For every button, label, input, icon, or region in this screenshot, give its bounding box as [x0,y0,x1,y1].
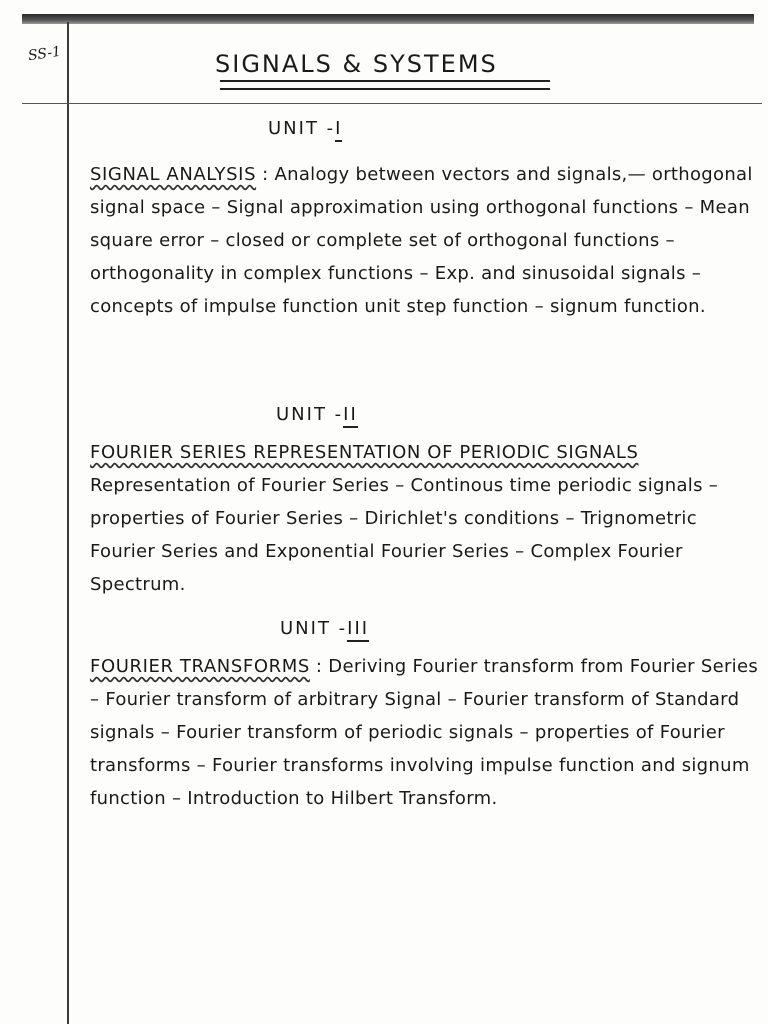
unit-1-syllabus [90,158,760,323]
unit-2-topic: FOURIER SERIES REPRESENTATION OF PERIODIC SIGNALS [90,442,639,463]
unit-3-separator: : [309,656,329,677]
unit-1-label: UNIT - [268,118,336,139]
page-reference: SS-1 [27,43,63,65]
page-title: SIGNALS & SYSTEMS [215,50,498,78]
title-double-underline [220,80,550,90]
unit-2-syllabus [90,436,760,601]
unit-1-body: Analogy between vectors and signals,— orthogonal signal space – Signal approximation using orthogonal functions – Mean square error – closed or complete set of orthogonal functions – orthogonality in complex functions – Exp. and sinusoidal signals – concepts of impulse function unit step function – signum function. [90,164,753,317]
unit-2-body: Representation of Fourier Series – Continous time periodic signals – properties of Fourier Series – Dirichlet's conditions – Trignometric Fourier Series and Exponential Fourier Series – Complex Fourier Spectrum. [90,475,719,595]
unit-3-label: UNIT - [280,618,348,639]
unit-1-heading [268,118,342,139]
margin-line [67,22,69,1024]
unit-1-topic: SIGNAL ANALYSIS [90,164,257,185]
unit-3-body: Deriving Fourier transform from Fourier Series – Fourier transform of arbitrary Signal – Fourier transform of Standard signals – Fourier transform of periodic signals – properties of Fourier transforms – Fourier transforms involving impulse function and signum function – Introduction to Hilbert Transform. [90,656,759,809]
unit-3-syllabus [90,650,760,815]
unit-2-label: UNIT - [276,404,344,425]
unit-1-numeral: I [335,118,342,142]
unit-3-heading [280,618,369,639]
page-top-edge [22,14,754,24]
unit-3-numeral: III [347,618,369,642]
unit-2-numeral: II [343,404,358,428]
header-rule [22,103,762,104]
unit-2-heading [276,404,358,425]
unit-1-separator: : [256,164,275,185]
unit-3-topic: FOURIER TRANSFORMS [90,656,310,677]
